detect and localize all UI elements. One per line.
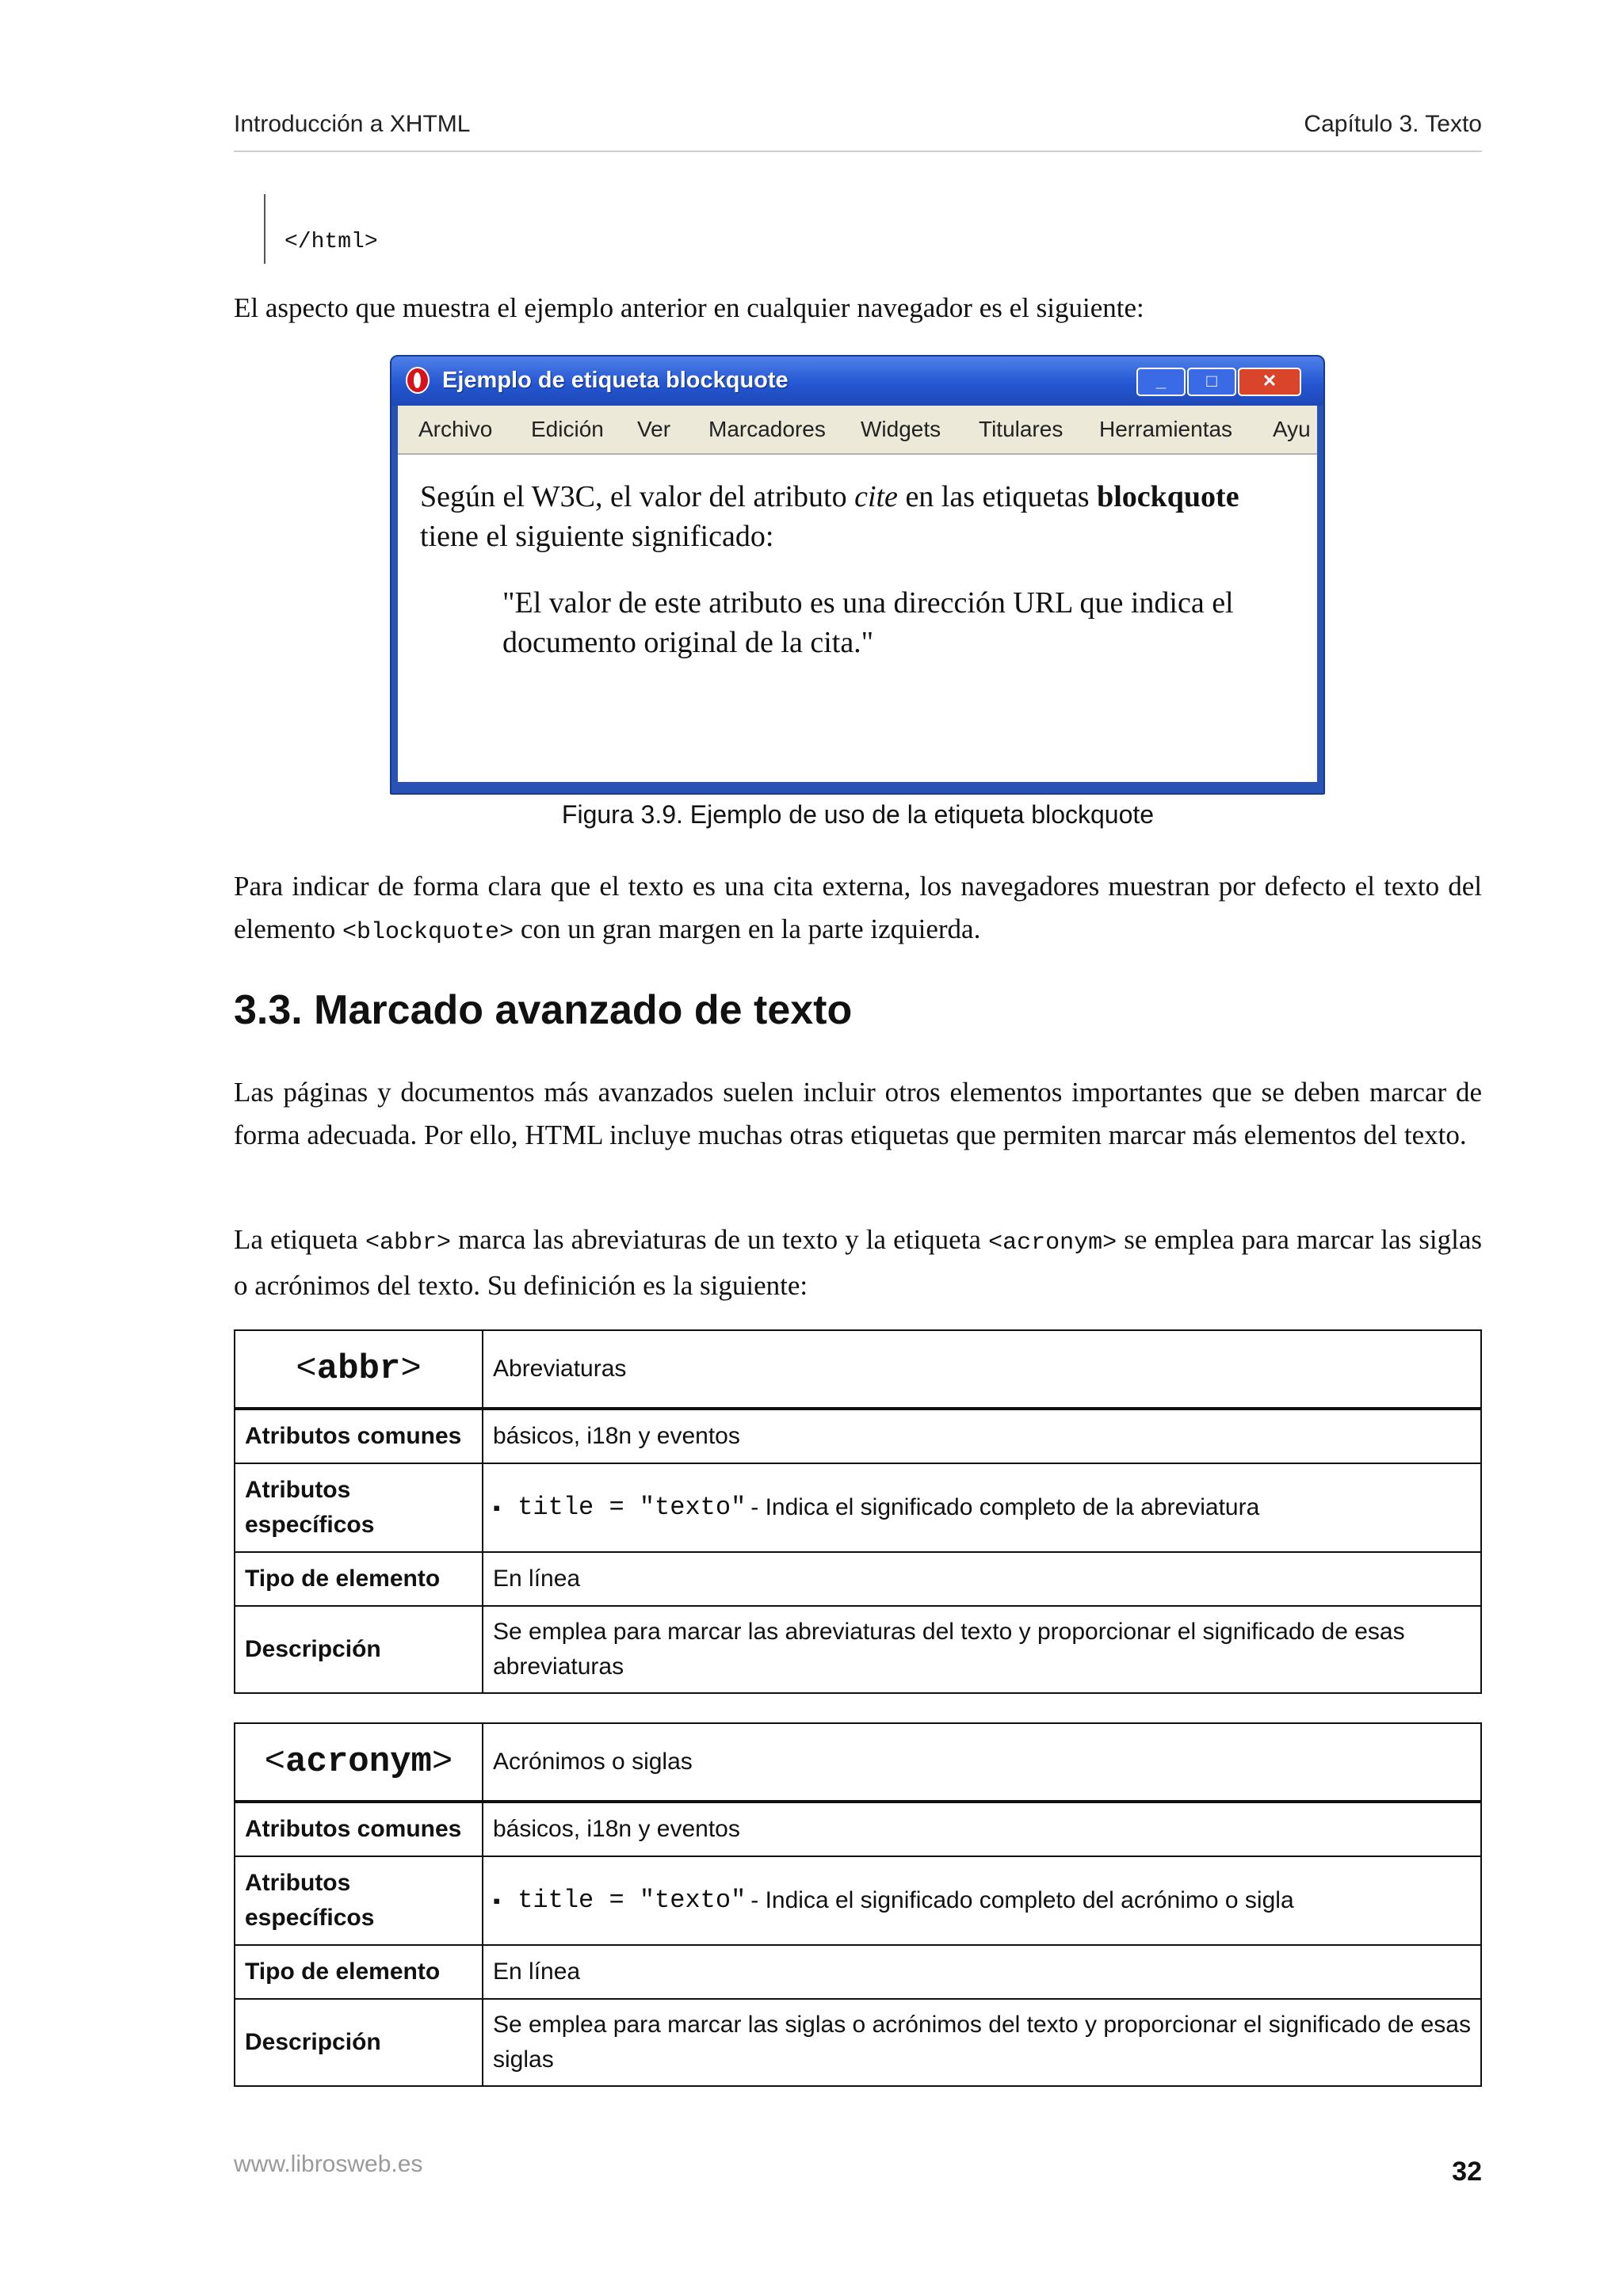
section-heading: 3.3. Marcado avanzado de texto [234, 987, 853, 1033]
cite-word: cite [854, 480, 898, 513]
menu-bar [398, 406, 1317, 455]
row-label: Tipo de elemento [235, 1946, 483, 1998]
table-row [235, 1463, 1480, 1551]
table-row [235, 1331, 1480, 1407]
rendered-paragraph: Según el W3C, el valor del atributo cite en las etiquetas blockquote tiene el siguiente significado: [420, 480, 1239, 553]
menu-item-edicion[interactable]: Edición [531, 417, 604, 441]
row-label: Atributos específicos [235, 1857, 483, 1944]
menu-item-ayuda[interactable]: Ayu [1273, 417, 1311, 441]
blockquote-word: blockquote [1097, 480, 1239, 513]
bullet-icon: ▪ [493, 1496, 501, 1520]
blockquote-paragraph: Para indicar de forma clara que el texto es una cita externa, los navegadores muestran por defecto el texto del elemento <blockquote> con un gran margen en la parte izquierda. [234, 871, 1482, 946]
rendered-blockquote: "El valor de este atributo es una dirección URL que indica el documento original de la cita." [502, 586, 1234, 659]
table-row [235, 1551, 1480, 1605]
row-label: Descripción [235, 1607, 483, 1692]
acronym-reference-table [234, 1722, 1482, 2087]
inline-code: <blockquote> [342, 919, 514, 946]
code-snippet [264, 194, 378, 264]
attribute-code: title = "texto" [517, 1886, 747, 1915]
bullet-icon: ▪ [493, 1889, 501, 1913]
row-value: En línea [493, 1566, 581, 1592]
row-value: ▪ title = "texto" - Indica el significado completo del acrónimo o sigla [483, 1857, 1480, 1944]
page-number: 32 [1452, 2157, 1482, 2187]
row-value: Se emplea para marcar las abreviaturas del texto y proporcionar el significado de esas abreviaturas [493, 1619, 1405, 1680]
window-title: Ejemplo de etiqueta blockquote [442, 368, 789, 393]
row-label: Atributos comunes [235, 1410, 483, 1463]
table-row [235, 1998, 1480, 2085]
table-row [235, 1407, 1480, 1463]
chapter-title: Capítulo 3. Texto [1304, 111, 1482, 137]
browser-window-figure [390, 355, 1325, 795]
figure-caption: Figura 3.9. Ejemplo de uso de la etiqueta blockquote [561, 800, 1155, 829]
table-row [235, 1724, 1480, 1800]
tag-name-cell: < acronym > [235, 1724, 483, 1800]
row-label: Descripción [235, 2000, 483, 2085]
menu-item-herramientas[interactable]: Herramientas [1099, 417, 1233, 441]
maximize-button[interactable]: □ [1187, 368, 1236, 396]
row-value: ▪ title = "texto" - Indica el significado completo de la abreviatura [483, 1464, 1480, 1551]
row-label: Atributos comunes [235, 1803, 483, 1855]
table-row [235, 1944, 1480, 1998]
menu-item-archivo[interactable]: Archivo [418, 417, 493, 441]
minimize-button[interactable]: _ [1136, 368, 1186, 396]
menu-item-marcadores[interactable]: Marcadores [708, 417, 826, 441]
close-button[interactable]: ✕ [1238, 368, 1301, 396]
attribute-code: title = "texto" [517, 1493, 747, 1522]
row-value: básicos, i18n y eventos [493, 1816, 740, 1842]
row-value: básicos, i18n y eventos [493, 1423, 740, 1449]
footer-link[interactable]: www.librosweb.es [234, 2151, 423, 2177]
table-row [235, 1800, 1480, 1855]
menu-item-titulares[interactable]: Titulares [979, 417, 1064, 441]
opera-logo-icon [406, 367, 430, 394]
menu-item-ver[interactable]: Ver [637, 417, 671, 441]
section-intro-paragraph: Las páginas y documentos más avanzados suelen incluir otros elementos importantes que se deben marcar de forma adecuada. Por ello, HTML incluye muchas otras etiquetas que permiten marcar más elementos del texto. [234, 1077, 1482, 1150]
row-label: Tipo de elemento [235, 1553, 483, 1605]
menu-item-widgets[interactable]: Widgets [861, 417, 941, 441]
code-line: </html> [285, 230, 378, 254]
row-value: Se emplea para marcar las siglas o acrónimos del texto y proporcionar el significado de esas siglas [493, 2012, 1471, 2073]
tag-summary: Acrónimos o siglas [493, 1749, 693, 1775]
abbr-reference-table [234, 1329, 1482, 1694]
table-row [235, 1855, 1480, 1944]
inline-code-abbr: <abbr> [365, 1230, 451, 1257]
row-value: En línea [493, 1958, 581, 1985]
tag-summary: Abreviaturas [493, 1356, 627, 1382]
browser-content [398, 455, 1317, 782]
tag-name-cell: < abbr > [235, 1331, 483, 1407]
inline-code-acronym: <acronym> [988, 1230, 1117, 1257]
row-label: Atributos específicos [235, 1464, 483, 1551]
intro-paragraph: El aspecto que muestra el ejemplo anterior en cualquier navegador es el siguiente: [234, 292, 1144, 323]
window-title-bar [391, 357, 1323, 406]
table-row [235, 1605, 1480, 1692]
book-title: Introducción a XHTML [234, 111, 471, 137]
abbr-acronym-paragraph: La etiqueta <abbr> marca las abreviaturas de un texto y la etiqueta <acronym> se emplea para marcar las siglas o acrónimos del texto. Su definición es la siguiente: [234, 1224, 1482, 1301]
page-header [234, 111, 1482, 152]
